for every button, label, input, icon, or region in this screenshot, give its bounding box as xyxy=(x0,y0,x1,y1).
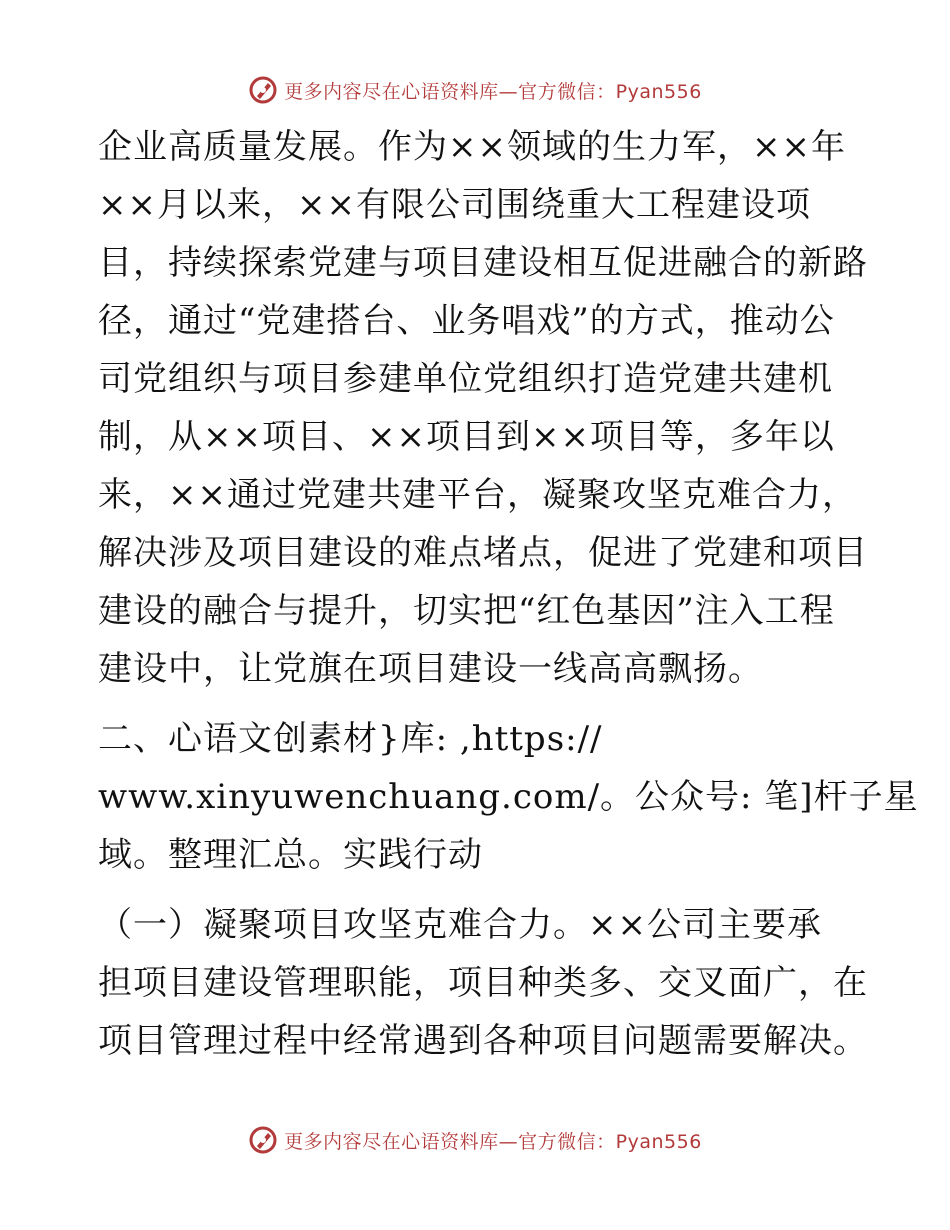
section-heading-paragraph xyxy=(98,710,919,884)
text-line: 项目管理过程中经常遇到各种项目问题需要解决。 xyxy=(98,1021,868,1061)
text-line: 来，××通过党建共建平台，凝聚攻坚克难合力， xyxy=(98,475,857,515)
document-body xyxy=(98,118,919,1070)
text-line: 径，通过“党建搭台、业务唱戏”的方式，推动公 xyxy=(98,301,835,341)
text-line: 司党组织与项目参建单位党组织打造党建共建机 xyxy=(98,359,833,399)
text-line: www.xinyuwenchuang.com/。公众号: 笔]杆子星 xyxy=(98,777,919,817)
pen-seal-icon xyxy=(248,75,278,105)
header-banner xyxy=(0,70,950,110)
text-line: 企业高质量发展。作为××领域的生力军，××年 xyxy=(98,127,846,167)
text-line: 建设的融合与提升，切实把“红色基因”注入工程 xyxy=(98,591,835,631)
paragraph-3 xyxy=(98,896,868,1070)
text-line: 建设中，让党旗在项目建设一线高高飘扬。 xyxy=(98,649,763,689)
paragraph-1 xyxy=(98,118,868,698)
text-line: 解决涉及项目建设的难点堵点，促进了党建和项目 xyxy=(98,533,868,573)
text-line: 目，持续探索党建与项目建设相互促进融合的新路 xyxy=(98,243,868,283)
text-line: ××月以来，××有限公司围绕重大工程建设项 xyxy=(98,185,811,225)
text-line: 制，从××项目、××项目到××项目等，多年以 xyxy=(98,417,835,457)
header-banner-text: 更多内容尽在心语资料库—官方微信：Pyan556 xyxy=(284,80,702,103)
text-line: （一）凝聚项目攻坚克难合力。××公司主要承 xyxy=(98,905,822,945)
footer-banner-text: 更多内容尽在心语资料库—官方微信：Pyan556 xyxy=(284,1130,702,1153)
footer-banner xyxy=(0,1120,950,1160)
text-line: 担项目建设管理职能，项目种类多、交叉面广，在 xyxy=(98,963,868,1003)
pen-seal-icon xyxy=(248,1125,278,1155)
text-line: 域。整理汇总。实践行动 xyxy=(98,835,483,875)
text-line: 二、心语文创素材}库: ,https:// xyxy=(98,719,603,759)
